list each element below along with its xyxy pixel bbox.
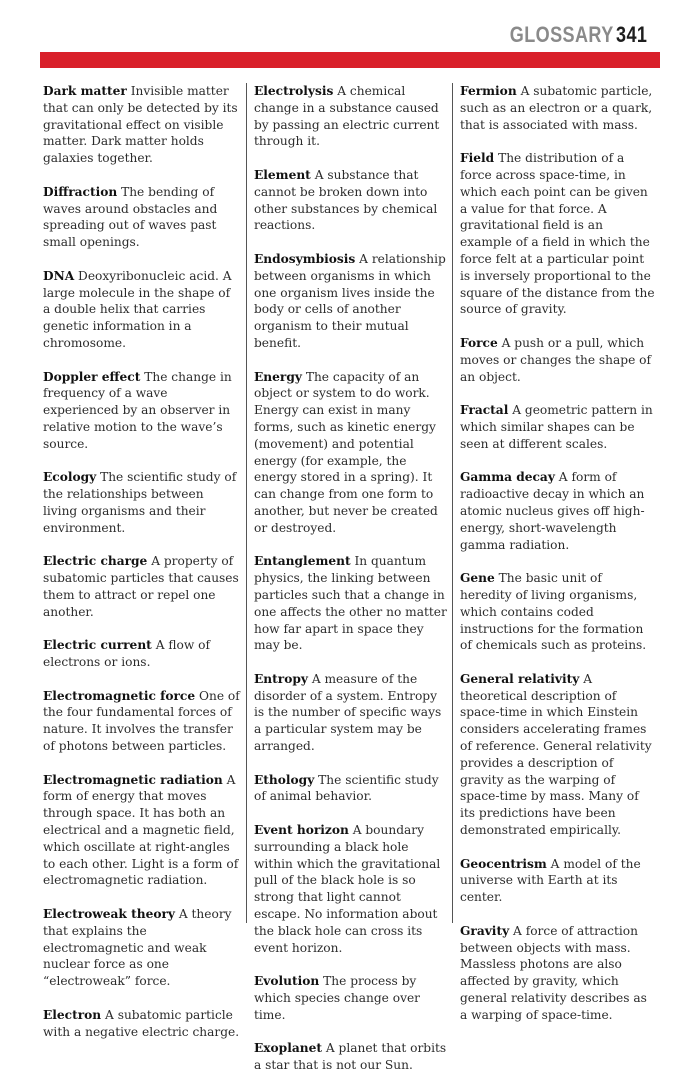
glossary-definition: A planet that orbits a star that is not our Sun.	[254, 1041, 447, 1073]
glossary-term: Electric charge	[43, 554, 148, 569]
glossary-definition: A chemical change in a substance caused by passing an electric current through it.	[254, 84, 440, 149]
glossary-term: Gravity	[460, 923, 510, 938]
glossary-term: General relativity	[460, 671, 580, 686]
glossary-term: Endosymbiosis	[254, 251, 356, 266]
header-rule	[40, 52, 660, 68]
glossary-definition: The distribution of a force across space-time, in which each point can be given a value for that force. A gravitational field is an example of a field in which the force felt at a particular point is inversely proportional to the square of the distance from the source of gravity.	[460, 151, 655, 317]
glossary-entry	[43, 553, 240, 620]
glossary-term: Field	[460, 151, 495, 166]
glossary-definition: A model of the universe with Earth at its center.	[460, 856, 641, 905]
glossary-entry	[460, 923, 656, 1024]
glossary-term: Electrolysis	[254, 84, 334, 98]
glossary-definition: A relationship between organisms in which one organism lives inside the body or cells of another organism to their mutual benefit.	[254, 251, 446, 350]
glossary-entry	[254, 553, 447, 654]
glossary-term: Electric current	[43, 638, 152, 653]
glossary-term: DNA	[43, 268, 75, 283]
glossary-term: Energy	[254, 369, 302, 384]
glossary-term: Evolution	[254, 974, 320, 989]
glossary-definition: In quantum physics, the linking between particles such that a change in one affects the other no matter how far apart in space they may be.	[254, 554, 447, 653]
glossary-entry	[254, 369, 447, 537]
glossary-entry	[460, 570, 656, 654]
glossary-definition: The bending of waves around obstacles and spreading out of waves past small openings.	[43, 184, 218, 250]
glossary-entry	[43, 469, 240, 536]
glossary-term: Geocentrism	[460, 856, 547, 871]
glossary-definition: The process by which species change over time.	[254, 974, 421, 1022]
glossary-entry	[254, 772, 447, 806]
glossary-entry	[254, 83, 447, 150]
page-number: 341	[615, 22, 648, 47]
glossary-definition: The capacity of an object or system to do work. Energy can exist in many forms, such as kinetic energy (movement) and potential energy (for example, the energy stored in a spring). It can change from one form to another, but never be created or destroyed.	[254, 369, 438, 535]
glossary-entry	[460, 671, 656, 839]
glossary-entry	[254, 1040, 447, 1074]
glossary-entry	[460, 150, 656, 318]
glossary-term: Exoplanet	[254, 1041, 322, 1056]
glossary-term: Electromagnetic force	[43, 688, 196, 703]
glossary-entry	[254, 167, 447, 234]
glossary-definition: A push or a pull, which moves or changes the shape of an object.	[460, 335, 652, 384]
glossary-definition: Deoxyribonucleic acid. A large molecule in the shape of a double helix that carries genetic information in a chromosome.	[43, 268, 232, 350]
glossary-definition: A theoretical description of space-time in which Einstein considers accelerating frames of reference. General relativity provides a description of gravity as the warping of space-time by mass. Many of its predictions have been demonstrated empirically.	[460, 671, 652, 838]
glossary-term: Gene	[460, 571, 495, 586]
glossary-definition: A force of attraction between objects with mass. Massless photons are also affected by gravity, which general relativity describes as a warping of space-time.	[460, 923, 647, 1022]
glossary-column-3	[452, 83, 658, 1022]
glossary-definition: A property of subatomic particles that causes them to attract or repel one another.	[43, 554, 239, 619]
glossary-entry	[460, 335, 656, 385]
glossary-entry	[43, 369, 240, 453]
glossary-definition: A subatomic particle, such as an electron or a quark, that is associated with mass.	[460, 84, 653, 132]
glossary-term: Electron	[43, 1007, 102, 1022]
glossary-entry	[460, 83, 656, 133]
glossary-definition: The change in frequency of a wave experienced by an observer in relative motion to the wave’s source.	[43, 369, 232, 451]
glossary-entry	[254, 822, 447, 956]
glossary-entry	[460, 856, 656, 906]
glossary-definition: One of the four fundamental forces of nature. It involves the transfer of photons between particles.	[43, 688, 240, 754]
glossary-term: Fractal	[460, 403, 509, 418]
glossary-entry	[43, 772, 240, 890]
glossary-definition: The scientific study of the relationships between living organisms and their environment.	[43, 470, 237, 535]
glossary-definition: A theory that explains the electromagnetic and weak nuclear force as one “electroweak” force.	[43, 907, 232, 989]
glossary-term: Ethology	[254, 772, 315, 787]
glossary-definition: A substance that cannot be broken down into other substances by chemical reactions.	[254, 167, 438, 233]
glossary-entry	[43, 268, 240, 352]
glossary-definition: A form of energy that moves through space. It has both an electrical and a magnetic field, which oscillate at right-angles to each other. Light is a form of electromagnetic radiation.	[43, 772, 239, 888]
glossary-entry	[43, 184, 240, 251]
glossary-entry	[43, 1007, 240, 1041]
glossary-term: Entropy	[254, 671, 308, 686]
glossary-term: Fermion	[460, 84, 517, 98]
section-title: GLOSSARY	[509, 22, 614, 47]
glossary-entry	[254, 251, 447, 352]
glossary-term: Electromagnetic radiation	[43, 772, 223, 787]
glossary-entry	[43, 83, 240, 167]
glossary-term: Element	[254, 167, 311, 182]
glossary-entry	[460, 402, 656, 452]
glossary-term: Entanglement	[254, 554, 351, 569]
glossary-definition: A subatomic particle with a negative electric charge.	[43, 1007, 240, 1039]
glossary-term: Electroweak theory	[43, 907, 175, 922]
glossary-definition: A flow of electrons or ions.	[43, 638, 210, 670]
glossary-entry	[254, 973, 447, 1023]
glossary-entry	[43, 637, 240, 671]
page-header	[487, 22, 654, 48]
glossary-definition: A form of radioactive decay in which an atomic nucleus gives off high-energy, short-wavelength gamma radiation.	[460, 470, 645, 552]
glossary-entry	[254, 671, 447, 755]
glossary-definition: The basic unit of heredity of living organisms, which contains coded instructions for the formation of chemicals such as proteins.	[460, 571, 647, 653]
glossary-term: Doppler effect	[43, 369, 141, 384]
glossary-entry	[43, 906, 240, 990]
glossary-definition: A boundary surrounding a black hole within which the gravitational pull of the black hole is so strong that light cannot escape. No information about the black hole can cross its event horizon.	[254, 823, 441, 955]
glossary-column-1	[40, 83, 246, 1039]
glossary-columns	[40, 83, 660, 1073]
glossary-entry	[460, 469, 656, 553]
glossary-term: Gamma decay	[460, 470, 555, 485]
glossary-entry	[43, 688, 240, 755]
glossary-term: Diffraction	[43, 184, 118, 199]
glossary-term: Dark matter	[43, 84, 127, 98]
glossary-definition: Invisible matter that can only be detected by its gravitational effect on visible matter. Dark matter holds galaxies together.	[43, 84, 238, 166]
glossary-term: Ecology	[43, 470, 97, 485]
glossary-definition: The scientific study of animal behavior.	[254, 772, 439, 804]
glossary-column-2	[246, 83, 452, 1073]
glossary-definition: A geometric pattern in which similar shapes can be seen at different scales.	[460, 403, 653, 451]
glossary-term: Force	[460, 335, 498, 350]
glossary-definition: A measure of the disorder of a system. Entropy is the number of specific ways a particular system may be arranged.	[254, 671, 442, 754]
glossary-term: Event horizon	[254, 823, 349, 838]
